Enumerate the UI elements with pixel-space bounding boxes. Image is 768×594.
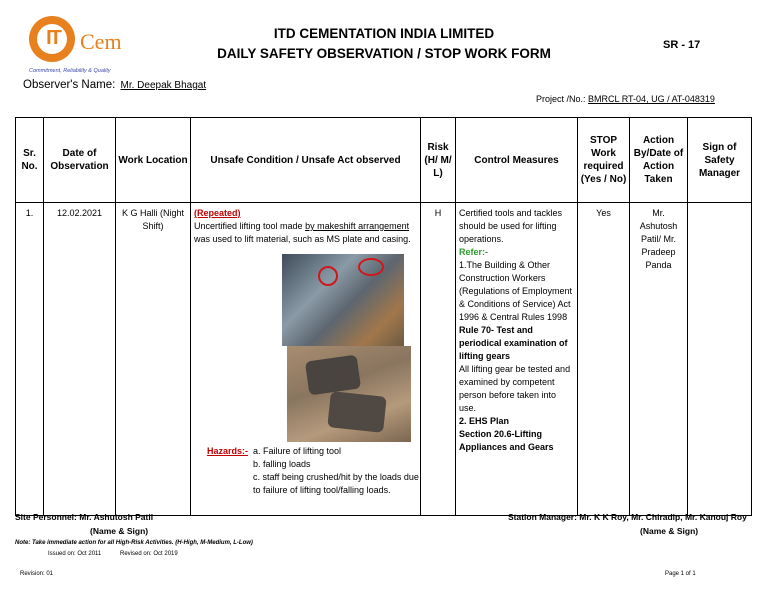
highlight-circle bbox=[318, 266, 338, 286]
header-location: Work Location bbox=[116, 118, 191, 203]
cell-control bbox=[456, 203, 578, 516]
header-unsafe: Unsafe Condition / Unsafe Act observed bbox=[191, 118, 421, 203]
serial-number: SR - 17 bbox=[663, 39, 701, 51]
ms-plate-photo bbox=[287, 346, 411, 442]
unsafe-description: Uncertified lifting tool made by makeshift arrangement was used to lift material, such as MS plate and casing. bbox=[194, 221, 411, 244]
hazard-item: c. staff being crushed/hit by the loads due to failure of lifting tool/falling loads. bbox=[253, 472, 419, 495]
note: Note: Take immediate action for all High-Risk Activities. (H-High, M-Medium, L-Low) bbox=[15, 540, 253, 546]
header-sr: Sr. No. bbox=[16, 118, 44, 203]
form-title: DAILY SAFETY OBSERVATION / STOP WORK FORM bbox=[217, 46, 551, 61]
cell-action: Mr. Ashutosh Patil/ Mr. Pradeep Panda bbox=[630, 203, 688, 516]
header-risk: Risk (H/ M/ L) bbox=[421, 118, 456, 203]
rule-70-text: All lifting gear be tested and examined by competent person before taken into use. bbox=[459, 364, 571, 413]
hazards-label: Hazards:- bbox=[207, 446, 249, 456]
page-number: Page 1 of 1 bbox=[665, 571, 696, 577]
project-label: Project /No.: bbox=[536, 94, 586, 104]
cell-location: K G Halli (Night Shift) bbox=[116, 203, 191, 516]
cell-sign bbox=[688, 203, 752, 516]
refer-label: Refer:- bbox=[459, 247, 489, 257]
logo-letters: IT bbox=[46, 27, 60, 49]
company-name: ITD CEMENTATION INDIA LIMITED bbox=[273, 26, 495, 41]
cell-sr: 1. bbox=[16, 203, 44, 516]
header-date: Date of Observation bbox=[44, 118, 116, 203]
project-number: BMRCL RT-04, UG / AT-048319 bbox=[588, 94, 715, 104]
site-personnel: Site Personnel: Mr. Ashutosh Patil bbox=[15, 512, 154, 522]
issued-on: Issued on: Oct 2011 bbox=[48, 551, 102, 557]
name-sign-right: (Name & Sign) bbox=[640, 526, 699, 536]
hazard-item: a. Failure of lifting tool bbox=[253, 446, 342, 456]
steel-plate bbox=[305, 355, 361, 396]
steel-plate bbox=[327, 391, 386, 433]
revised-on: Revised on: Oct 2019 bbox=[120, 551, 178, 557]
observer-label: Observer's Name: bbox=[23, 79, 116, 91]
reference-2: 2. EHS Plan bbox=[459, 416, 510, 426]
project-line bbox=[536, 94, 715, 104]
header-sign: Sign of Safety Manager bbox=[688, 118, 752, 203]
observer-line bbox=[23, 79, 206, 91]
station-manager: Station Manager: Mr. K K Roy, Mr. Chiradip, Mr. Kanouj Roy bbox=[508, 512, 747, 522]
header-action: Action By/Date of Action Taken bbox=[630, 118, 688, 203]
hazard-item: b. falling loads bbox=[253, 459, 311, 469]
cell-risk: H bbox=[421, 203, 456, 516]
reference-1: 1.The Building & Other Construction Workers (Regulations of Employment & Conditions of Service) Act 1996 & Central Rules 1998 bbox=[459, 260, 573, 322]
logo-name: Cem bbox=[80, 29, 122, 54]
highlight-circle bbox=[358, 258, 384, 276]
logo-tagline: Commitment, Reliability & Quality bbox=[29, 68, 111, 74]
control-intro: Certified tools and tackles should be used for lifting operations. bbox=[459, 208, 563, 244]
rule-70: Rule 70- Test and periodical examination of lifting gears bbox=[459, 325, 568, 361]
hazards-block bbox=[207, 445, 419, 497]
lifting-tool-photo bbox=[282, 254, 404, 346]
section-ref: Section 20.6-Lifting Appliances and Gears bbox=[459, 429, 554, 452]
repeated-label: (Repeated) bbox=[194, 208, 241, 218]
header-control: Control Measures bbox=[456, 118, 578, 203]
table-header-row bbox=[16, 118, 752, 203]
cell-stop: Yes bbox=[578, 203, 630, 516]
revision: Revision: 01 bbox=[20, 571, 54, 577]
observer-name: Mr. Deepak Bhagat bbox=[120, 80, 207, 91]
name-sign-left: (Name & Sign) bbox=[90, 526, 149, 536]
cell-date: 12.02.2021 bbox=[44, 203, 116, 516]
header-stop: STOP Work required (Yes / No) bbox=[578, 118, 630, 203]
